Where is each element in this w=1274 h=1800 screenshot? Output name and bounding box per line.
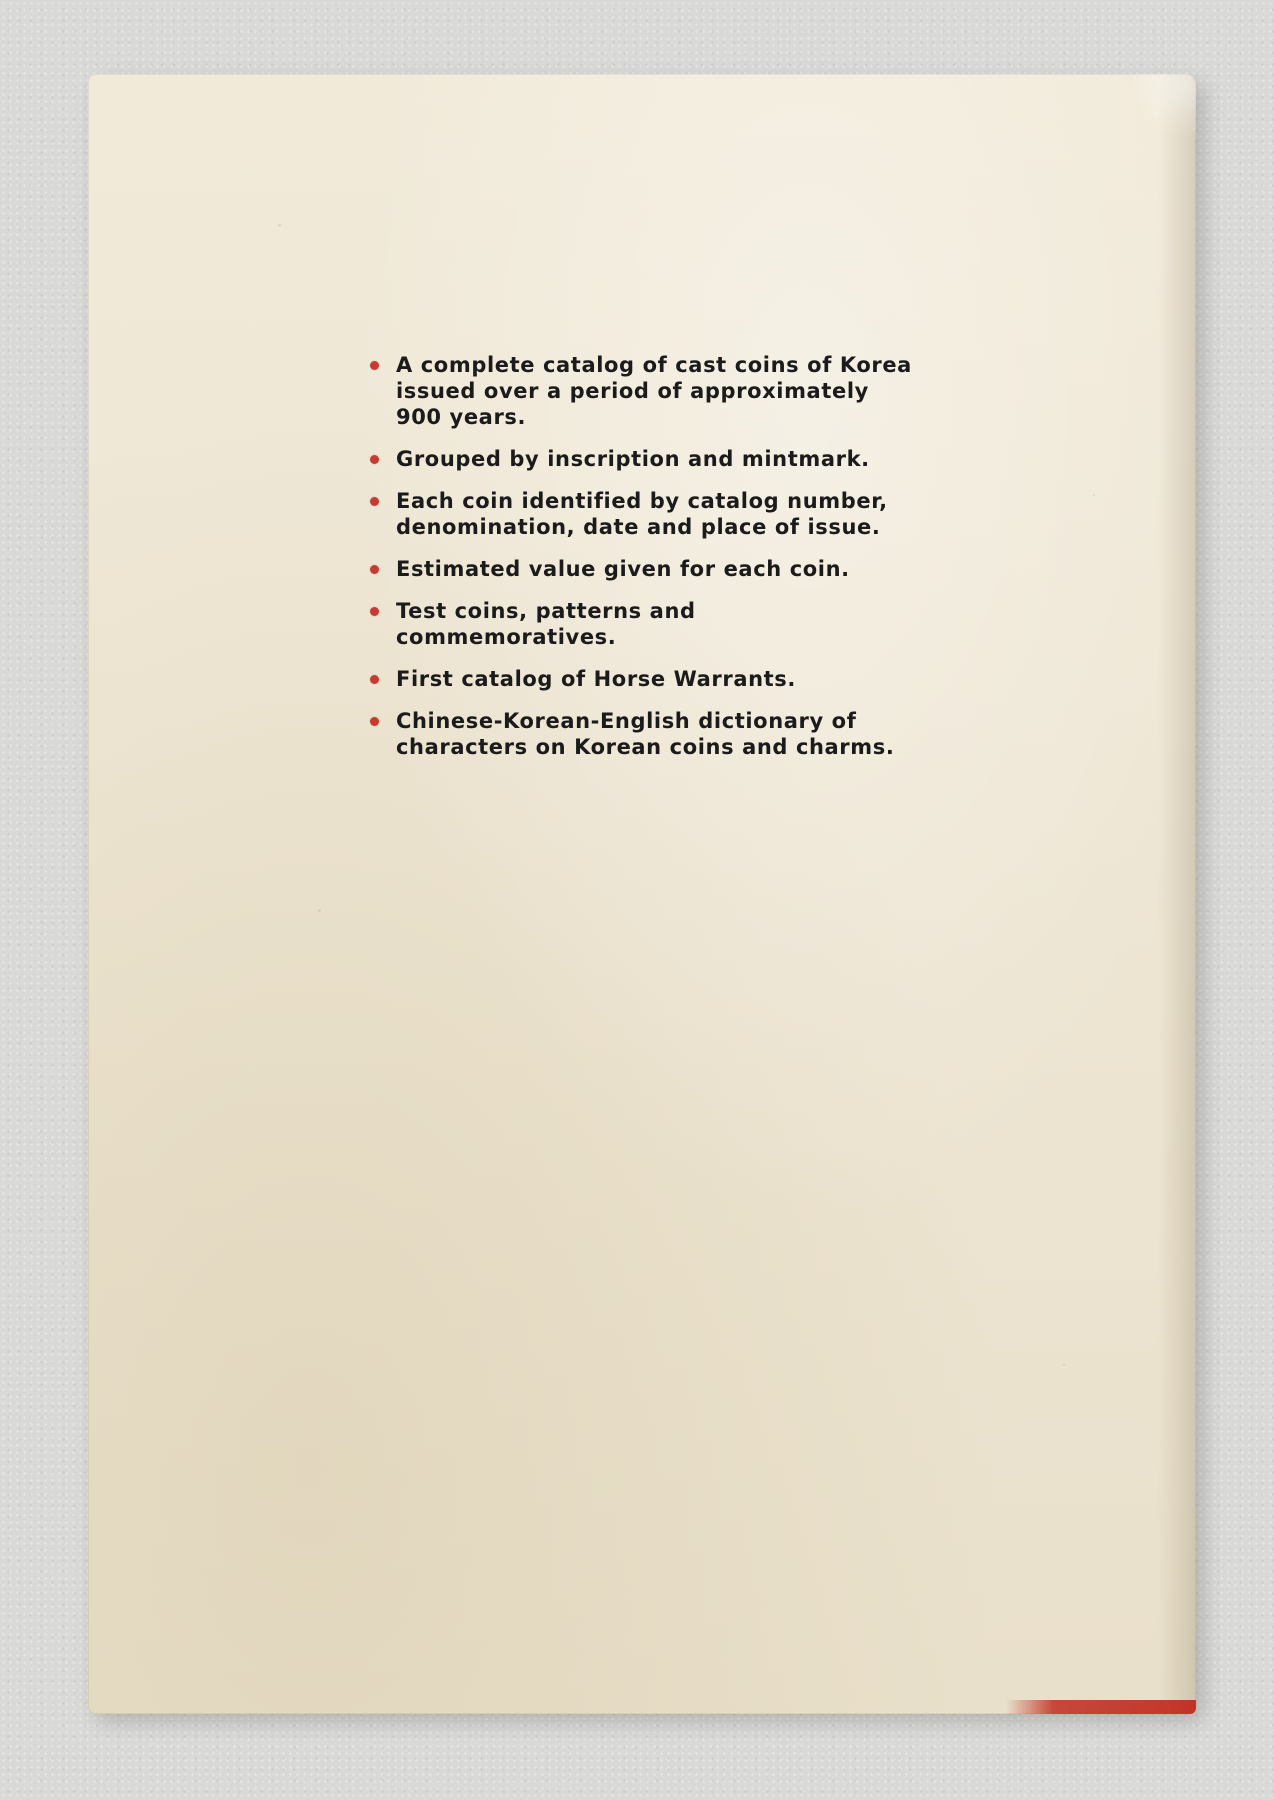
- red-edge-strip: [1006, 1700, 1196, 1714]
- feature-text: Chinese-Korean-English dictionary of characters on Korean coins and charms.: [396, 709, 895, 759]
- bullet-dot-icon: [370, 497, 379, 506]
- feature-text: A complete catalog of cast coins of Korea issued over a period of approximately 900 years.: [396, 353, 912, 429]
- corner-wear: [1120, 74, 1196, 150]
- cover-spine-shading: [1158, 74, 1196, 1714]
- bullet-dot-icon: [370, 675, 379, 684]
- feature-text: First catalog of Horse Warrants.: [396, 667, 796, 691]
- features-list: [370, 352, 930, 776]
- cover-scuff: [1063, 1364, 1065, 1366]
- feature-item: [370, 598, 930, 650]
- cover-scuff: [1093, 494, 1095, 496]
- cover-scuff: [318, 909, 321, 912]
- feature-item: [370, 352, 930, 430]
- bullet-dot-icon: [370, 607, 379, 616]
- bullet-dot-icon: [370, 455, 379, 464]
- feature-text: Test coins, patterns and commemoratives.: [396, 599, 696, 649]
- bullet-dot-icon: [370, 717, 379, 726]
- bullet-dot-icon: [370, 361, 379, 370]
- feature-text: Estimated value given for each coin.: [396, 557, 850, 581]
- cover-scuff: [278, 224, 281, 227]
- book-back-cover: [88, 74, 1196, 1714]
- bullet-dot-icon: [370, 565, 379, 574]
- feature-item: [370, 666, 930, 692]
- feature-item: [370, 488, 930, 540]
- feature-item: [370, 556, 930, 582]
- feature-item: [370, 446, 930, 472]
- feature-text: Each coin identified by catalog number, denomination, date and place of issue.: [396, 489, 888, 539]
- feature-item: [370, 708, 930, 760]
- feature-text: Grouped by inscription and mintmark.: [396, 447, 870, 471]
